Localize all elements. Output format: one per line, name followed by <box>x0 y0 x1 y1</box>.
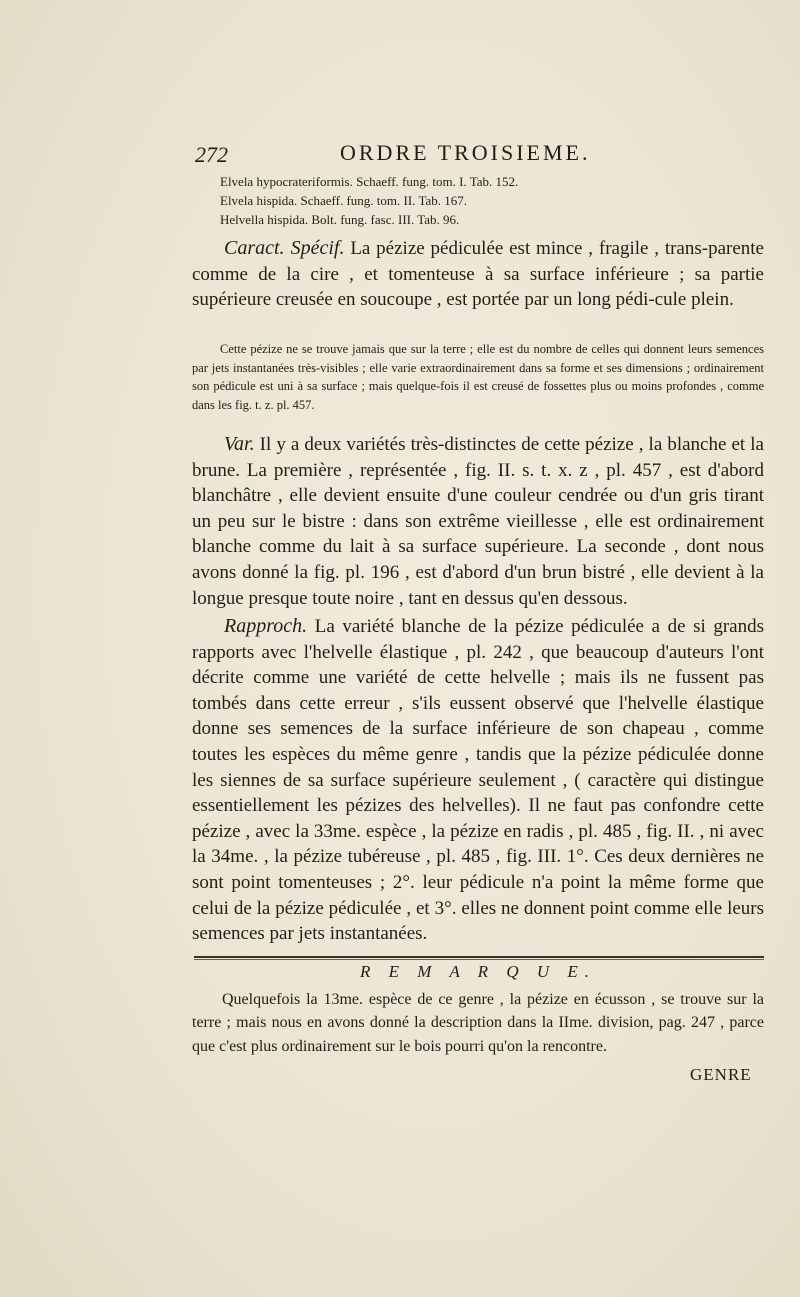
note-section <box>192 340 764 414</box>
var-text: Il y a deux variétés très-distinctes de cette pézize , la blanche et la brune. La première , représentée , fig. II. s. t. x. z , pl. 457 , est d'abord blanchâtre , elle devient ensuite d'une couleur cendrée ou d'un gris tirant un peu sur le bistre : dans son extrême vieillesse , elle est ordinairement blanche comme du lait à sa surface supérieure. La seconde , dont nous avons donné la fig. pl. 196 , est d'abord d'un brun bistré , elle devient à la longue presque toute noire , tant en dessus qu'en dessous. <box>192 434 764 609</box>
caract-paragraph <box>192 236 764 313</box>
caract-label: Caract. Spécif. <box>224 237 345 259</box>
caract-section <box>192 236 764 313</box>
caract-text: La pézize pédiculée est mince , fragile , trans-parente comme de la cire , et tomenteuse à sa surface inférieure ; sa partie supérieure creusée en soucoupe , est portée par un long pédi-cule plein. <box>192 238 764 311</box>
synonym-line: Elvela hypocrateriformis. Schaeff. fung. tom. I. Tab. 152. <box>220 174 519 189</box>
page-header <box>195 140 760 170</box>
remarque-paragraph: Quelquefois la 13me. espèce de ce genre , la pézize en écusson , se trouve sur la terre ; mais nous en avons donné la description dans la IIme. division, pag. 247 , parce que c'est plus ordinairement sur le bois pourri qu'on la rencontre. <box>192 991 764 1055</box>
var-label: Var. <box>224 433 255 455</box>
running-title: ORDRE TROISIEME. <box>340 140 591 165</box>
remarque-title: R E M A R Q U E. <box>359 962 597 981</box>
synonym-list <box>220 172 760 229</box>
var-paragraph <box>192 432 764 611</box>
rapproch-paragraph <box>192 614 764 947</box>
rapproch-text: La variété blanche de la pézize pédiculée a de si grands rapports avec l'helvelle élastique , pl. 242 , que beaucoup d'auteurs l'ont décrite comme une variété de cette helvelle ; mais ils ne fussent pas tombés dans cette erreur , s'ils eussent observé que l'helvelle élastique donne ses semences de la surface inférieure de son chapeau , comme toutes les espèces du même genre , tandis que la pézize pédiculée donne les siennes de sa surface supérieure seulement , ( caractère qui distingue essentiellement les pézizes des helvelles). Il ne faut pas confondre cette pézize , avec la 33me. espèce , la pézize en radis , pl. 485 , fig. II. , ni avec la 34me. , la pézize tubéreuse , pl. 485 , fig. III. 1°. Ces deux dernières ne sont point tomenteuses ; 2°. leur pédicule n'a point la même forme que celui de la pézize pédiculée , et 3°. elles ne donnent point comme elle leurs semences par jets instantanées. <box>192 616 764 945</box>
synonym-line: Elvela hispida. Schaeff. fung. tom. II. Tab. 167. <box>220 193 467 208</box>
synonym-line: Helvella hispida. Bolt. fung. fasc. III. Tab. 96. <box>220 212 460 227</box>
catchword: GENRE <box>690 1065 752 1084</box>
page-number: 272 <box>195 142 228 167</box>
var-section <box>192 432 764 611</box>
rapproch-section <box>192 614 764 947</box>
section-divider-thin <box>194 959 764 960</box>
rapproch-label: Rapproch. <box>224 615 308 637</box>
section-divider <box>194 956 764 958</box>
note-paragraph: Cette pézize ne se trouve jamais que sur la terre ; elle est du nombre de celles qui donnent leurs semences par jets instantanées très-visibles ; elle varie extraordinairement dans sa forme et ses dimensions ; ordinairement son pédicule est uni à sa surface ; mais quelque-fois il est creusé de fossettes plus ou moins profondes , comme dans les fig. t. z. pl. 457. <box>192 342 764 412</box>
